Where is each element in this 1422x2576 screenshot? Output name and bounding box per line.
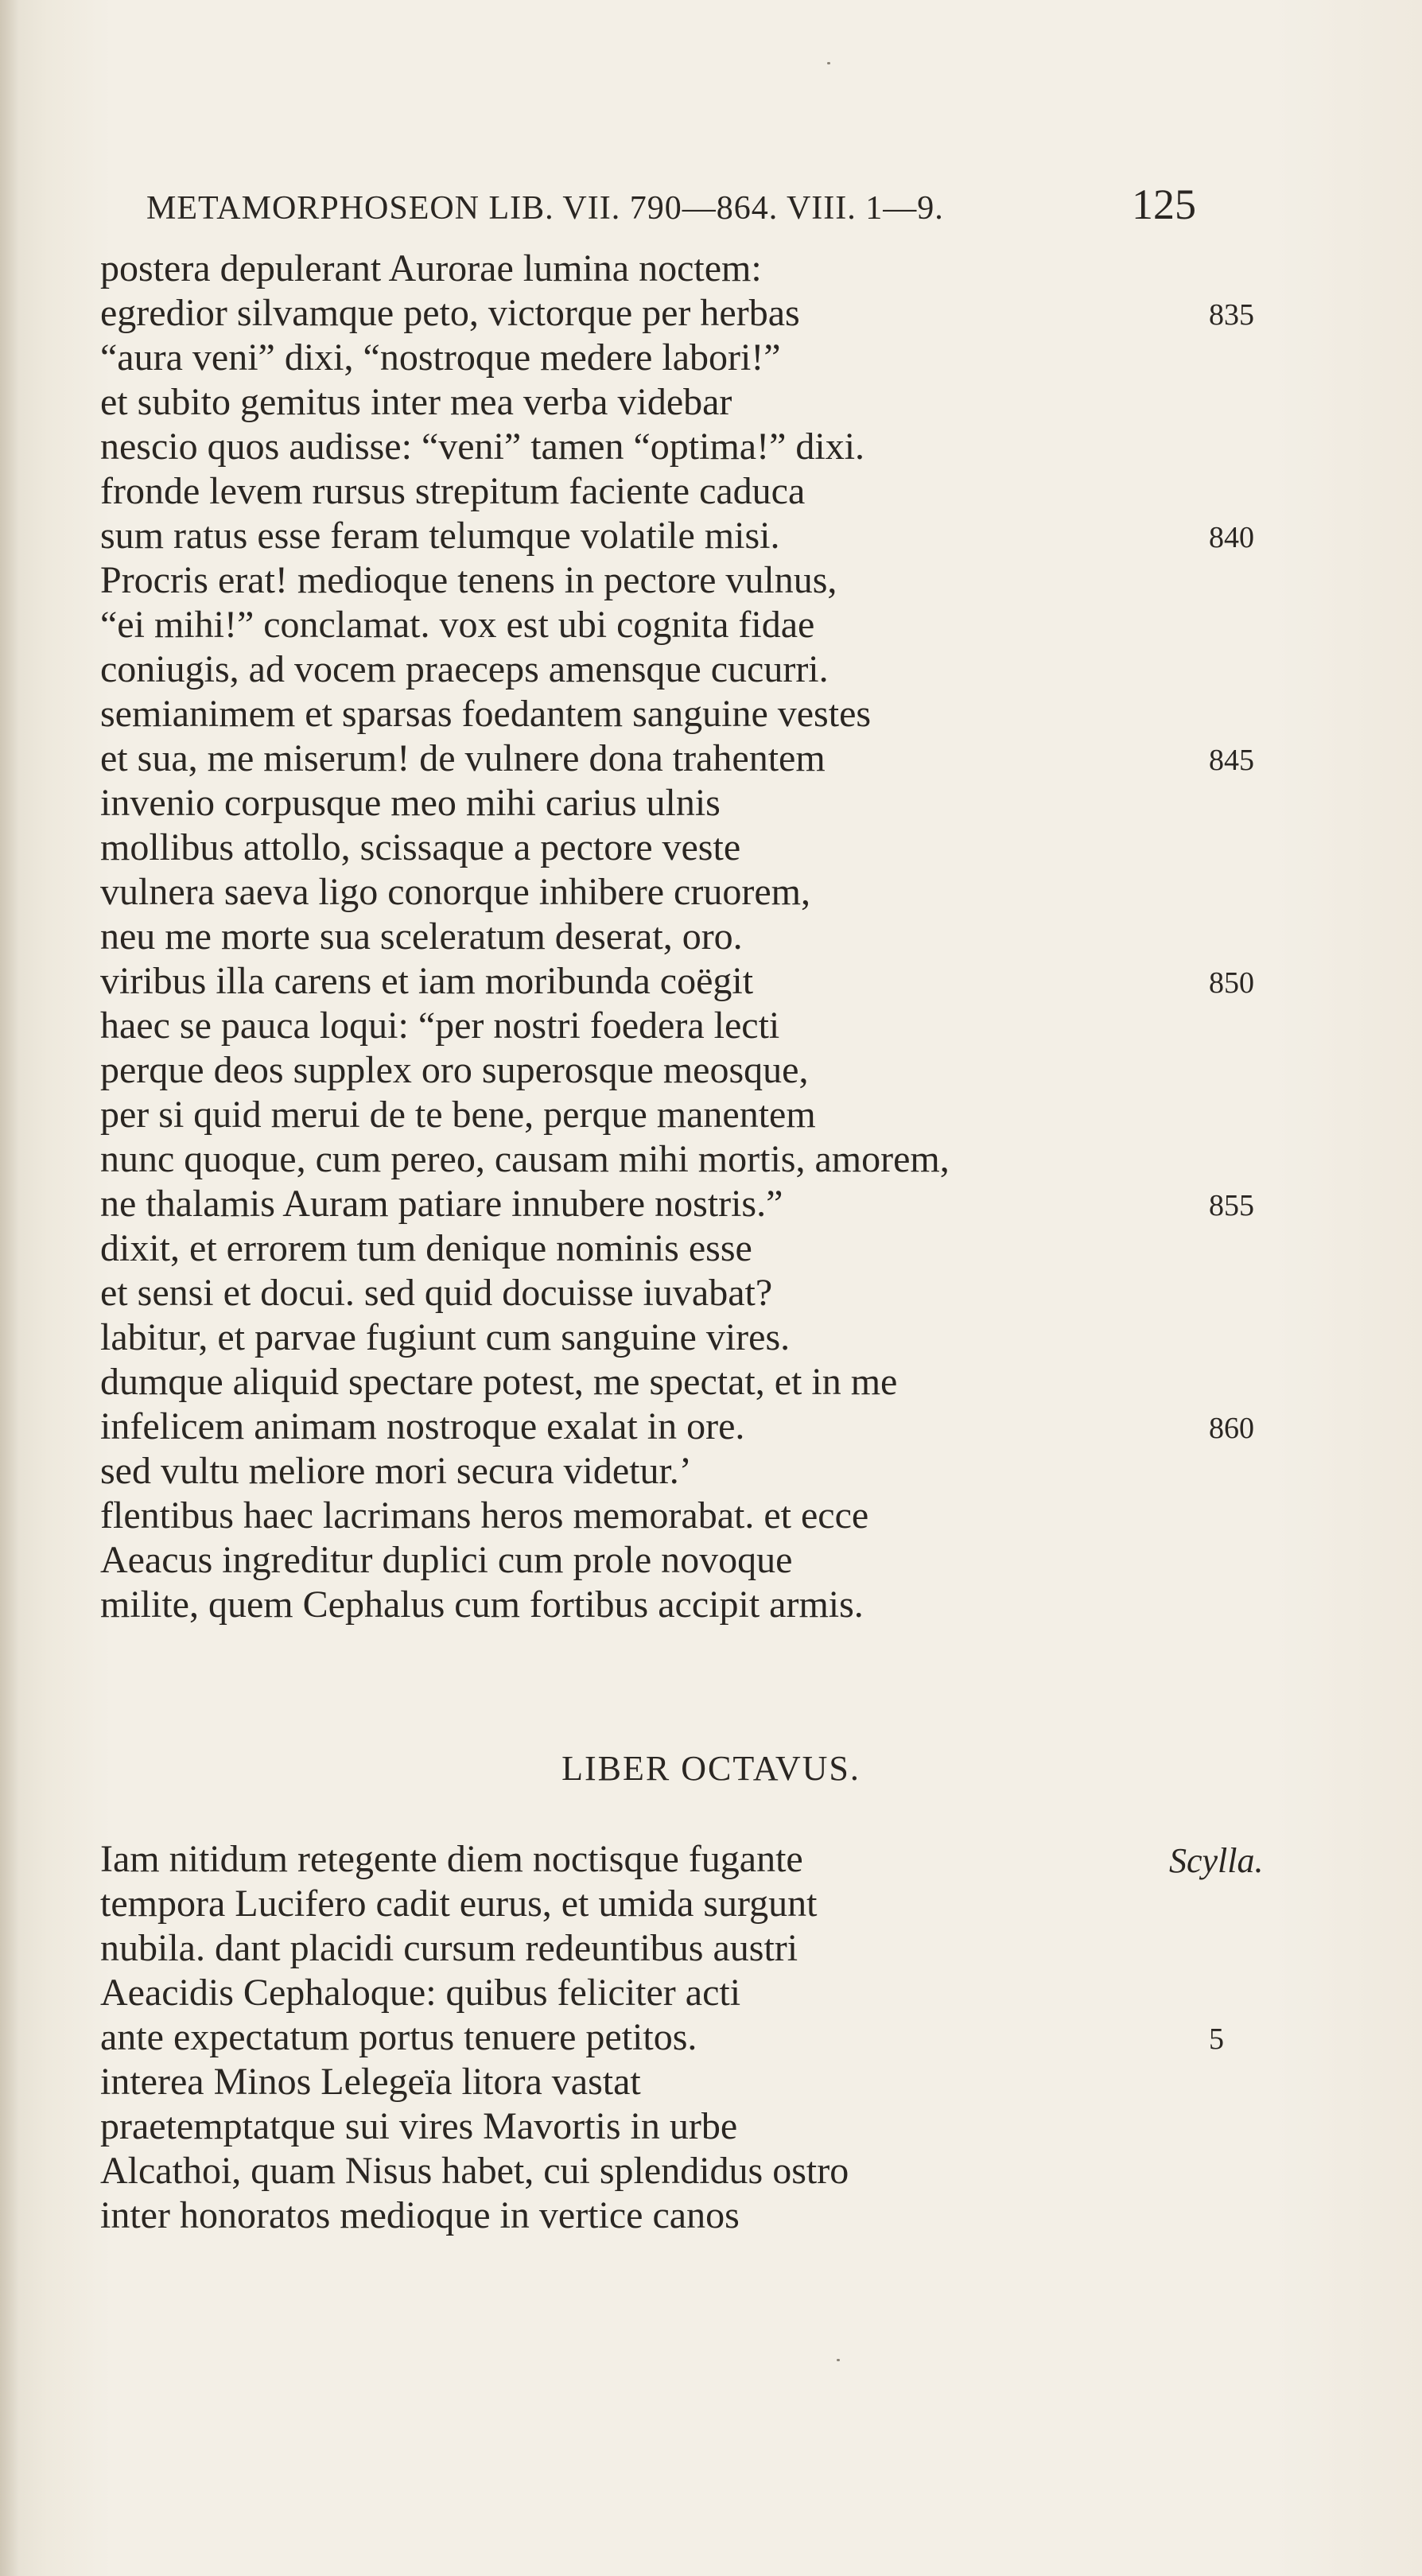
line-number: 5 <box>1209 2022 1224 2056</box>
line-number: 850 <box>1209 966 1254 1000</box>
verse-line: fronde levem rursus strepitum faciente caduca <box>100 470 806 512</box>
line-number: 860 <box>1209 1412 1254 1445</box>
verse-line: Iam nitidum retegente diem noctisque fugante <box>100 1838 803 1880</box>
verse-line: interea Minos Lelegeïa litora vastat <box>100 2061 641 2103</box>
verse-line: “ei mihi!” conclamat. vox est ubi cognita fidae <box>100 604 815 646</box>
running-head-title: METAMORPHOSEON LIB. VII. 790—864. VIII. 1—9. <box>146 190 944 227</box>
verse-line: et sua, me miserum! de vulnere dona trahentem <box>100 737 826 779</box>
verse-line: Alcathoi, quam Nisus habet, cui splendidus ostro <box>100 2150 849 2192</box>
line-number: 835 <box>1209 298 1254 332</box>
verse-line: inter honoratos medioque in vertice canos <box>100 2194 740 2236</box>
verse-line: sum ratus esse feram telumque volatile misi. <box>100 515 780 557</box>
running-head <box>146 180 1196 235</box>
verse-line: “aura veni” dixi, “nostroque medere labori!” <box>100 336 781 379</box>
verse-line: perque deos supplex oro superosque meosque, <box>100 1049 809 1091</box>
verse-line: tempora Lucifero cadit eurus, et umida surgunt <box>100 1882 818 1925</box>
verse-line: praetemptatque sui vires Mavortis in urbe <box>100 2105 738 2147</box>
verse-line: per si quid merui de te bene, perque manentem <box>100 1094 816 1136</box>
verse-line: Aeacidis Cephaloque: quibus feliciter acti <box>100 1972 741 2014</box>
verse-line: labitur, et parvae fugiunt cum sanguine vires. <box>100 1316 791 1358</box>
page-number: 125 <box>1132 181 1196 228</box>
verse-line: viribus illa carens et iam moribunda coëgit <box>100 960 754 1002</box>
verse-line: infelicem animam nostroque exalat in ore. <box>100 1405 745 1447</box>
verse-line: neu me morte sua sceleratum deserat, oro. <box>100 915 743 958</box>
paper-speck <box>837 2359 840 2361</box>
verse-line: coniugis, ad vocem praeceps amensque cucurri. <box>100 648 829 690</box>
verse-line: semianimem et sparsas foedantem sanguine vestes <box>100 693 872 735</box>
verse-line: et subito gemitus inter mea verba videbar <box>100 381 732 423</box>
verse-line: nunc quoque, cum pereo, causam mihi mortis, amorem, <box>100 1138 950 1180</box>
verse-line: milite, quem Cephalus cum fortibus accipit armis. <box>100 1583 864 1626</box>
verse-line: ne thalamis Auram patiare innubere nostris.” <box>100 1183 783 1225</box>
verse-line: et sensi et docui. sed quid docuisse iuvabat? <box>100 1272 773 1314</box>
verse-line: dumque aliquid spectare potest, me spectat, et in me <box>100 1361 898 1403</box>
verse-line: nubila. dant placidi cursum redeuntibus austri <box>100 1927 798 1969</box>
verse-line: haec se pauca loqui: “per nostri foedera lecti <box>100 1004 780 1047</box>
line-number: 855 <box>1209 1189 1254 1222</box>
line-number: 840 <box>1209 521 1254 554</box>
book-viii-heading: LIBER OCTAVUS. <box>561 1749 861 1788</box>
verse-line: vulnera saeva ligo conorque inhibere cruorem, <box>100 871 810 913</box>
line-number: 845 <box>1209 744 1254 777</box>
paper-speck <box>827 62 830 64</box>
verse-line: flentibus haec lacrimans heros memorabat. et ecce <box>100 1494 869 1537</box>
verse-line: sed vultu meliore mori secura videtur.’ <box>100 1450 692 1492</box>
verse-line: egredior silvamque peto, victorque per herbas <box>100 292 800 334</box>
gutter-shadow <box>0 0 19 2576</box>
verse-line: nescio quos audisse: “veni” tamen “optima!” dixi. <box>100 425 865 468</box>
verse-line: invenio corpusque meo mihi carius ulnis <box>100 782 721 824</box>
verse-line: dixit, et errorem tum denique nominis esse <box>100 1227 752 1269</box>
verse-line: postera depulerant Aurorae lumina noctem: <box>100 247 762 289</box>
verse-line: ante expectatum portus tenuere petitos. <box>100 2016 697 2058</box>
margin-note: Scylla. <box>1169 1841 1264 1880</box>
verse-line: Aeacus ingreditur duplici cum prole novoque <box>100 1539 793 1581</box>
verse-line: mollibus attollo, scissaque a pectore veste <box>100 826 741 868</box>
verse-line: Procris erat! medioque tenens in pectore vulnus, <box>100 559 837 601</box>
